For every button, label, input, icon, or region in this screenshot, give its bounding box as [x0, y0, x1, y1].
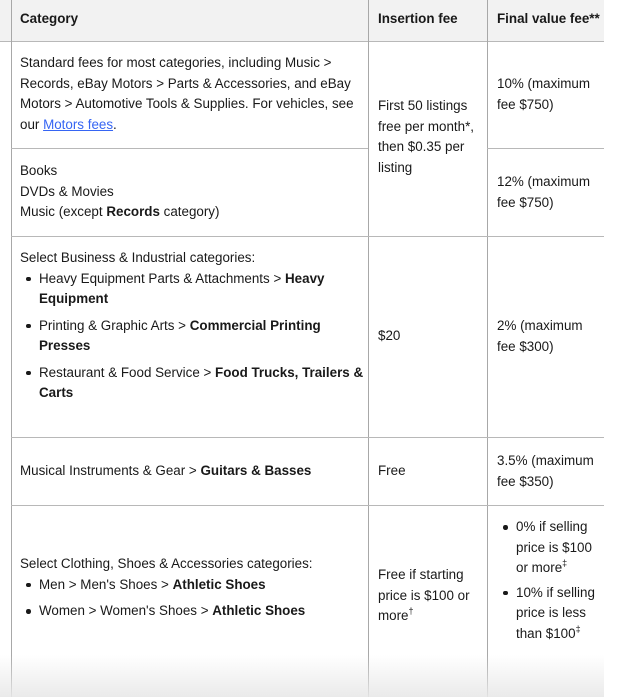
row-divider [11, 236, 604, 237]
fee-list [497, 517, 601, 644]
grid-line [11, 0, 12, 697]
row-standard-category [20, 53, 360, 135]
row-business-final-value-fee: 2% (maximum fee $300) [497, 318, 583, 354]
category-line: Music (except Records category) [20, 204, 220, 219]
list-item: Men > Men's Shoes > Athletic Shoes [20, 575, 365, 596]
bottom-fade [0, 655, 604, 697]
category-line: Books [20, 163, 58, 178]
list-item: Heavy Equipment Parts & Attachments > Heavy Equipment [20, 269, 365, 310]
row-shoes-category [20, 554, 365, 622]
row-media-category [20, 161, 360, 223]
row-business-category [20, 248, 365, 404]
list-item: 10% if selling price is less than $100‡ [497, 583, 601, 645]
list-item: 0% if selling price is $100 or more‡ [497, 517, 601, 579]
category-intro: Select Clothing, Shoes & Accessories categories: [20, 556, 313, 571]
table-header [0, 0, 604, 42]
grid-line [368, 0, 369, 697]
row-divider [11, 505, 604, 506]
row-shoes-final-value-fee [497, 517, 601, 644]
list-item: Printing & Graphic Arts > Commercial Printing Presses [20, 316, 365, 357]
row-guitars-insertion-fee: Free [378, 463, 406, 478]
category-text: Standard fees for most categories, including Music > Records, eBay Motors > Parts & Accessories, and eBay Motors > Automotive Tools & Supplies. For vehicles, see our [20, 55, 354, 132]
header-insertion-fee: Insertion fee [378, 11, 458, 26]
list-item: Restaurant & Food Service > Food Trucks, Trailers & Carts [20, 363, 365, 404]
category-intro: Select Business & Industrial categories: [20, 250, 256, 265]
header-category: Category [20, 11, 79, 26]
row-standard-final-value-fee: 10% (maximum fee $750) [497, 76, 591, 112]
row-standard-insertion-fee: First 50 listings free per month*, then $0.35 per listing [378, 98, 475, 175]
row-divider [487, 148, 604, 149]
motors-fees-link[interactable]: Motors fees [43, 116, 114, 132]
dagger-mark: † [408, 606, 414, 616]
double-dagger-mark: ‡ [575, 623, 581, 634]
category-list [20, 269, 365, 404]
category-line: DVDs & Movies [20, 183, 114, 199]
row-business-insertion-fee: $20 [378, 328, 401, 343]
row-guitars-category: Musical Instruments & Gear > Guitars & Basses [20, 463, 312, 478]
grid-line [487, 0, 488, 697]
category-text-end: . [113, 116, 117, 132]
list-item: Women > Women's Shoes > Athletic Shoes [20, 601, 365, 622]
row-divider [11, 437, 604, 438]
header-final-value-fee: Final value fee** [497, 11, 600, 26]
double-dagger-mark: ‡ [562, 558, 568, 568]
row-media-final-value-fee: 12% (maximum fee $750) [497, 174, 591, 210]
row-shoes-insertion-fee: Free if starting price is $100 or more† [378, 567, 470, 623]
category-list [20, 575, 365, 622]
row-guitars-final-value-fee: 3.5% (maximum fee $350) [497, 453, 594, 489]
row-divider [11, 148, 368, 149]
